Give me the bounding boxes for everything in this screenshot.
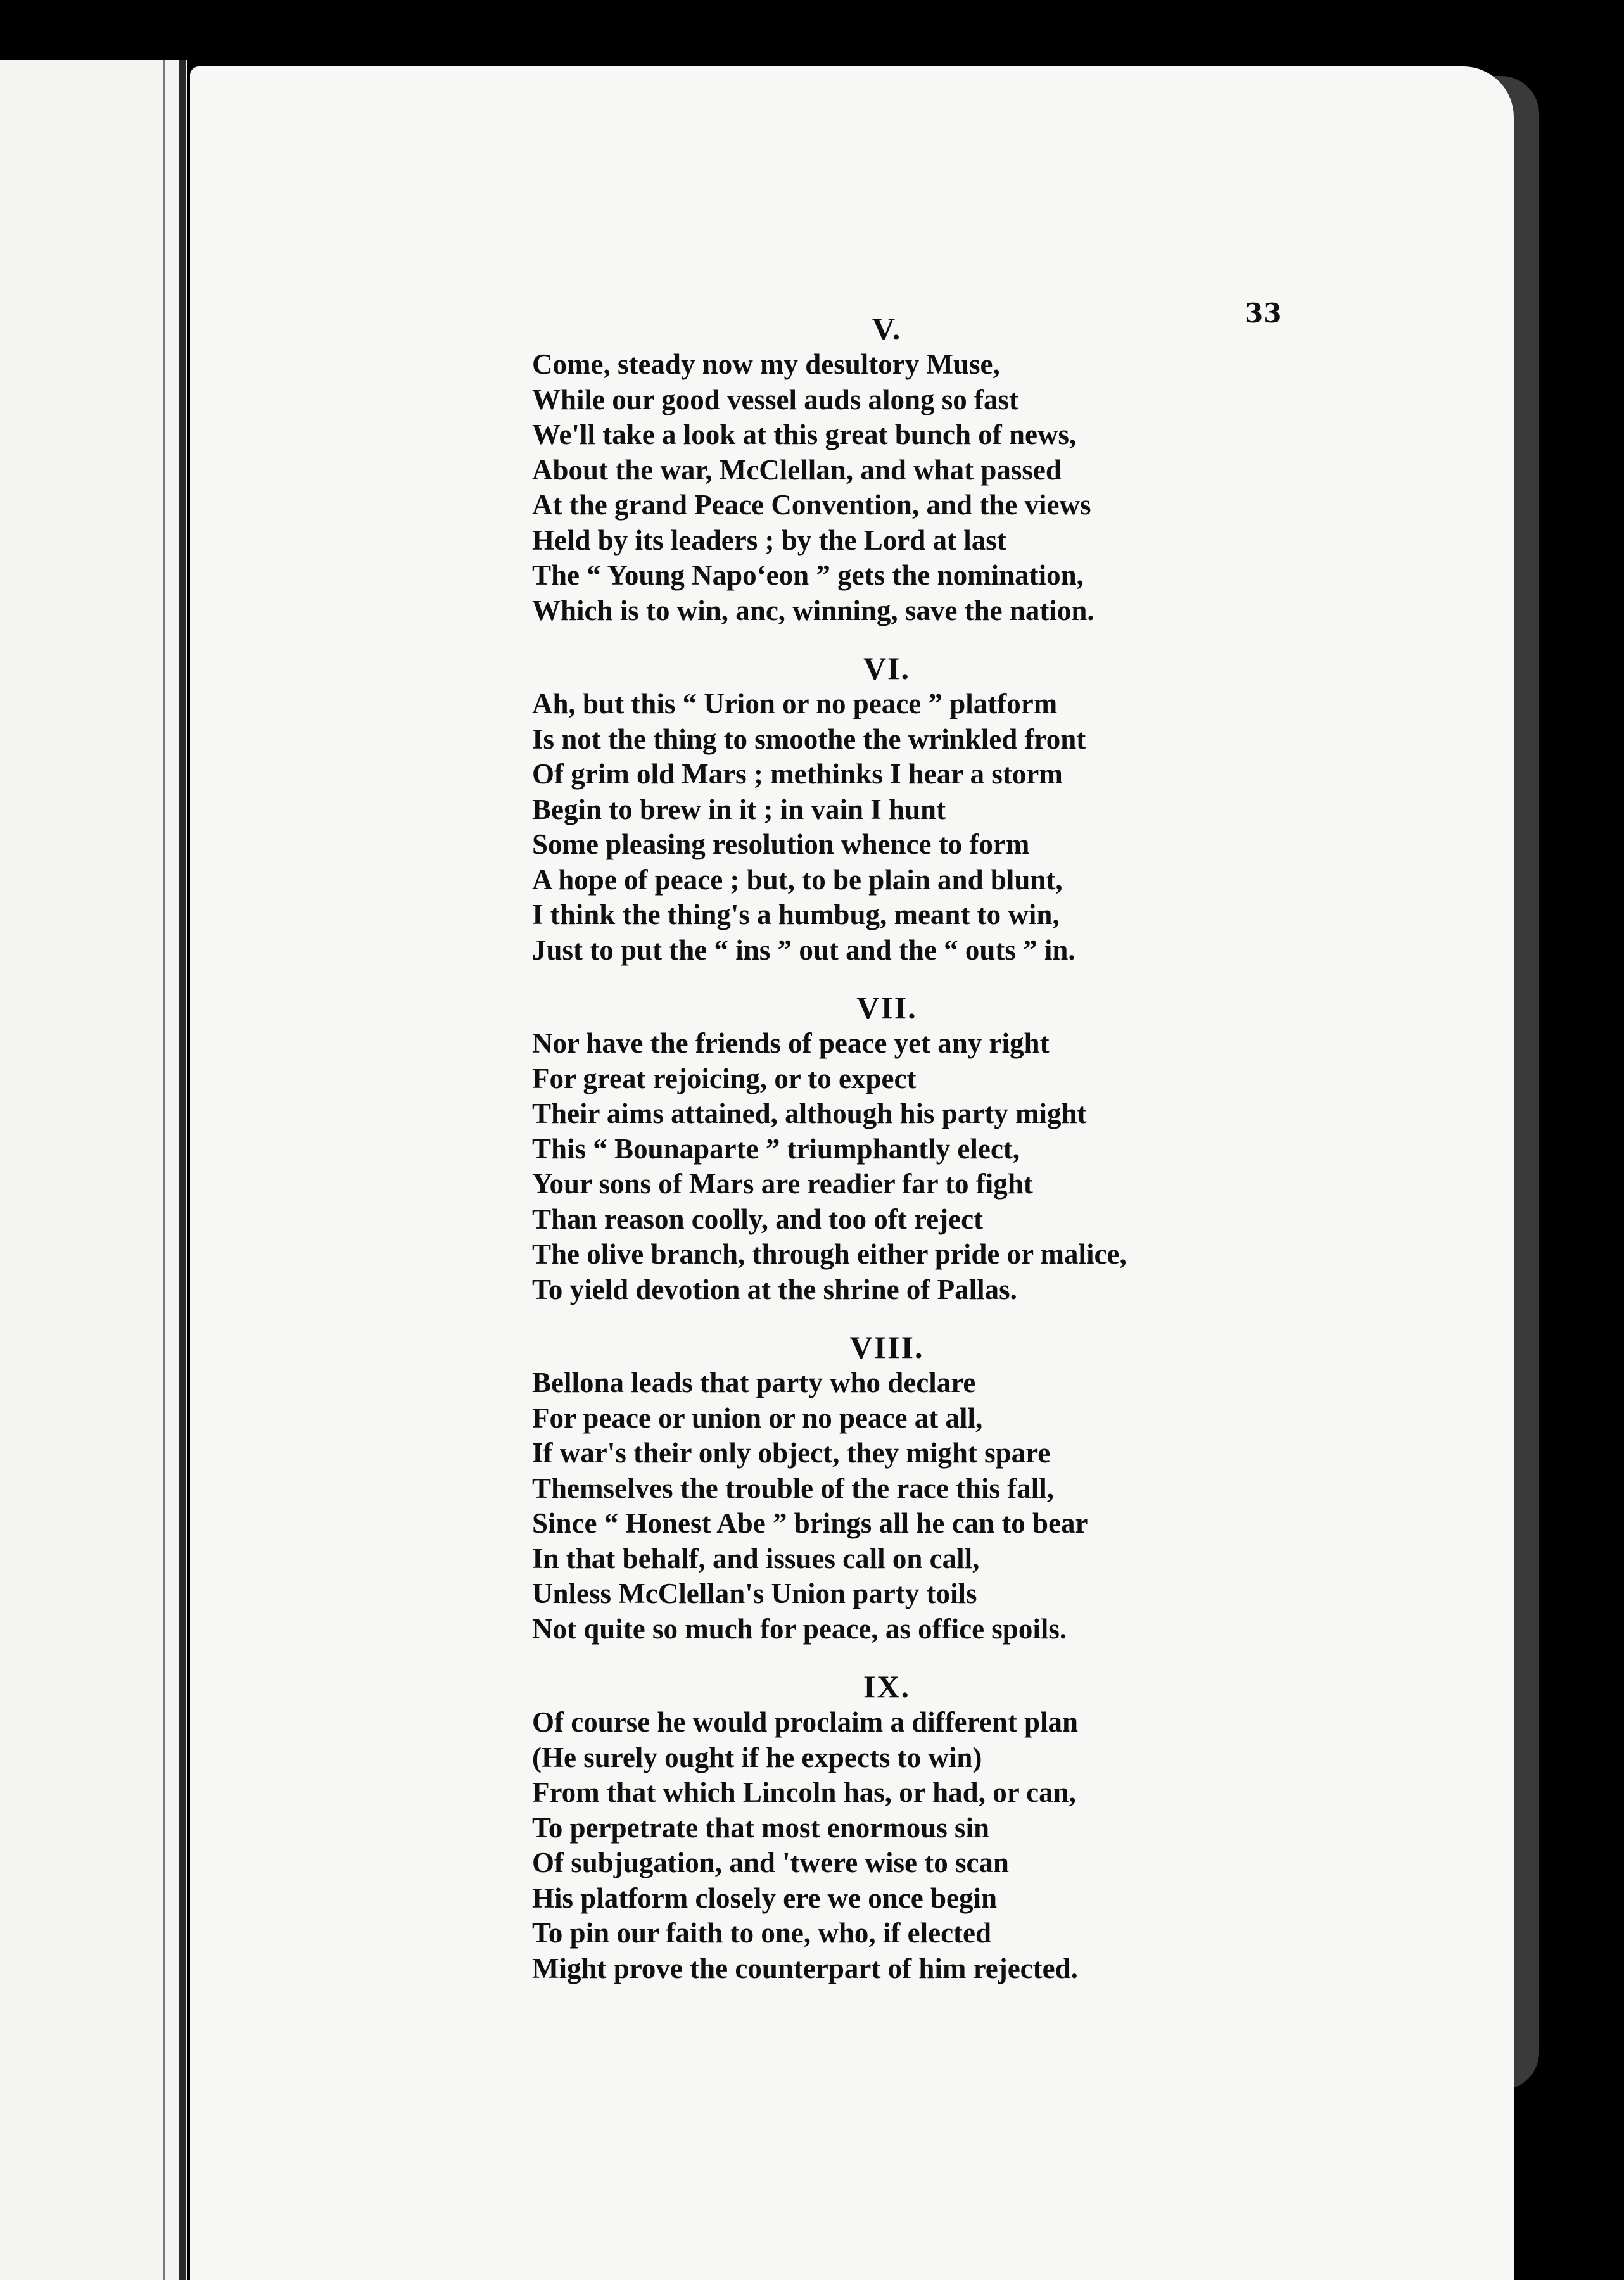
poem-line: I think the thing's a humbug, meant to win, — [532, 899, 1060, 930]
stanza — [532, 650, 1241, 968]
poem-line: To perpetrate that most enormous sin — [532, 1811, 990, 1844]
poem-line: Themselves the trouble of the race this fall, — [532, 1472, 1055, 1504]
poem-line: Of course he would proclaim a different plan — [532, 1706, 1079, 1738]
poem-line: To pin our faith to one, who, if elected — [532, 1917, 992, 1949]
stanza-heading: VII. — [856, 990, 917, 1025]
poem-line: If war's their only object, they might spare — [532, 1437, 1051, 1469]
stanza-heading: VI. — [863, 650, 911, 686]
poem-line: While our good vessel auds along so fast — [532, 383, 1019, 415]
poem-line: At the grand Peace Convention, and the views — [532, 489, 1091, 521]
poem-line: Held by its leaders ; by the Lord at last — [532, 524, 1006, 556]
poem-line: The “ Young Napoʻeon ” gets the nomination, — [532, 559, 1084, 591]
stanza-heading: IX. — [863, 1669, 911, 1704]
page-number: 33 — [1245, 298, 1282, 329]
poem-line: Bellona leads that party who declare — [532, 1367, 976, 1398]
poem-line: Just to put the “ ins ” out and the “ outs ” in. — [532, 934, 1075, 966]
spine-fold — [163, 60, 165, 2280]
poem-line: His platform closely ere we once begin — [532, 1882, 998, 1914]
poem-line: For peace or union or no peace at all, — [532, 1402, 983, 1434]
poem-line: Is not the thing to smoothe the wrinkled front — [532, 723, 1086, 755]
poem-line: From that which Lincoln has, or had, or can, — [532, 1776, 1076, 1808]
poem-line: About the war, McClellan, and what passed — [532, 453, 1062, 486]
facing-page-edge — [0, 60, 187, 2280]
poem-line: The olive branch, through either pride or malice, — [532, 1238, 1127, 1270]
poem-line: Begin to brew in it ; in vain I hunt — [532, 793, 946, 825]
poem-line: Than reason coolly, and too oft reject — [532, 1203, 984, 1235]
poem-line: Of grim old Mars ; methinks I hear a storm — [532, 758, 1063, 790]
poem-line: Since “ Honest Abe ” brings all he can to bear — [532, 1507, 1088, 1539]
poem-line: For great rejoicing, or to expect — [532, 1062, 917, 1094]
poem-line: Unless McClellan's Union party toils — [532, 1578, 977, 1609]
poem-line: In that behalf, and issues call on call, — [532, 1542, 980, 1574]
poem-line: Ah, but this “ Urion or no peace ” platform — [532, 688, 1058, 719]
stanza — [532, 310, 1241, 628]
poem-line: A hope of peace ; but, to be plain and blunt, — [532, 863, 1063, 896]
stanza-heading: VIII. — [849, 1329, 924, 1365]
poem-body — [532, 310, 1241, 2008]
stanza — [532, 989, 1241, 1307]
stanza — [532, 1668, 1241, 1986]
poem-line: Come, steady now my desultory Muse, — [532, 348, 1000, 380]
poem-line: We'll take a look at this great bunch of news, — [532, 419, 1077, 450]
stanza-heading: V. — [872, 311, 902, 346]
poem-line: Of subjugation, and 'twere wise to scan — [532, 1847, 1009, 1878]
poem-line: Your sons of Mars are readier far to fight — [532, 1168, 1033, 1200]
poem-line: Nor have the friends of peace yet any right — [532, 1027, 1050, 1059]
poem-line: Might prove the counterpart of him rejected. — [532, 1952, 1078, 1984]
poem-line: Not quite so much for peace, as office spoils. — [532, 1612, 1067, 1645]
poem-line: Some pleasing resolution whence to form — [532, 828, 1030, 860]
poem-line: (He surely ought if he expects to win) — [532, 1741, 982, 1773]
poem-line: This “ Bounaparte ” triumphantly elect, — [532, 1132, 1020, 1165]
poem-line: Which is to win, anc, winning, save the nation. — [532, 594, 1094, 626]
poem-line: To yield devotion at the shrine of Pallas. — [532, 1273, 1017, 1305]
stanza — [532, 1329, 1241, 1647]
book-spine — [179, 60, 186, 2280]
poem-line: Their aims attained, although his party might — [532, 1098, 1087, 1129]
